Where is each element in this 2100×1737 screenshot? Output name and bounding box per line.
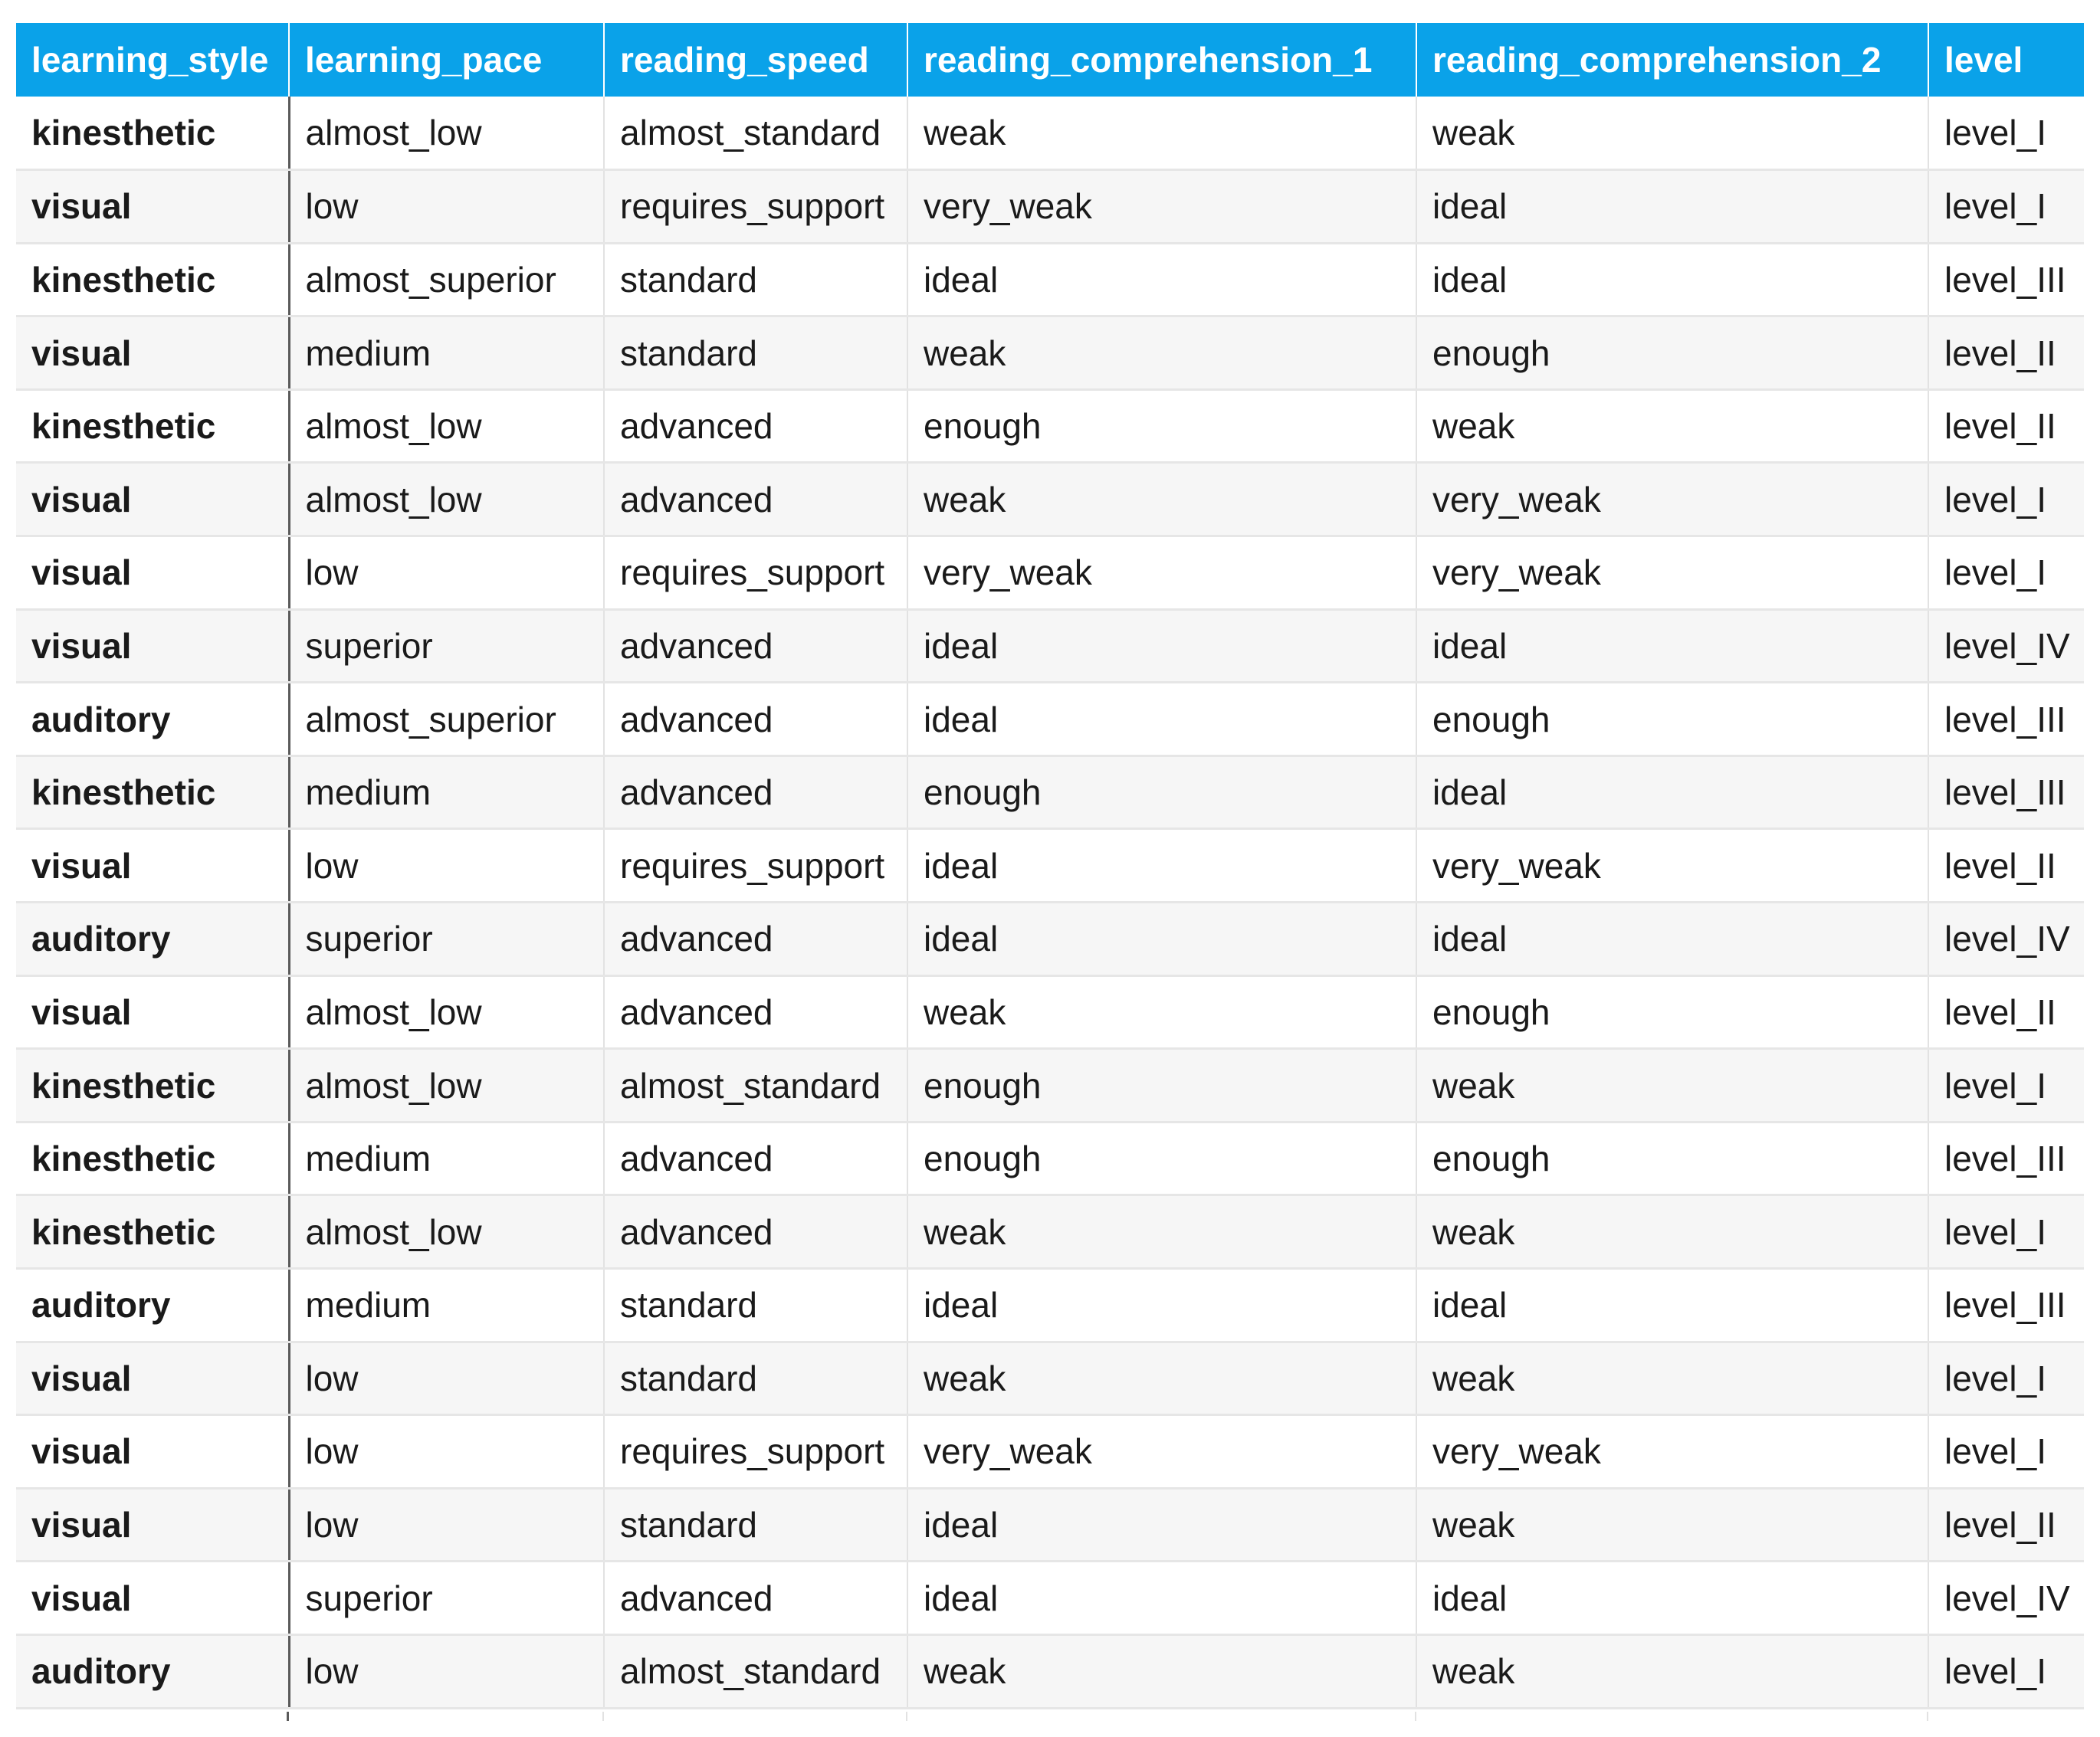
cell-learning-pace[interactable]: almost_low	[289, 463, 604, 536]
cell-learning-pace[interactable]: almost_low	[289, 975, 604, 1049]
cell-reading-comprehension-2[interactable]: ideal	[1416, 1562, 1928, 1635]
table-row[interactable]	[16, 1562, 2084, 1635]
cell-reading-comprehension-1[interactable]: weak	[907, 1634, 1416, 1708]
cell-reading-speed[interactable]: standard	[604, 1342, 907, 1415]
cell-reading-comprehension-1[interactable]: ideal	[907, 1269, 1416, 1342]
column-header-reading-comprehension-2[interactable]: reading_comprehension_2	[1416, 23, 1928, 97]
cell-learning-style[interactable]: kinesthetic	[16, 243, 289, 316]
table-row[interactable]	[16, 1269, 2084, 1342]
cell-level[interactable]: level_I	[1928, 1634, 2084, 1708]
cell-reading-comprehension-2[interactable]: weak	[1416, 1488, 1928, 1562]
cell-reading-speed[interactable]: advanced	[604, 1195, 907, 1269]
cell-learning-pace[interactable]: superior	[289, 609, 604, 683]
cell-reading-comprehension-1[interactable]: ideal	[907, 609, 1416, 683]
cell-learning-style[interactable]: kinesthetic	[16, 389, 289, 463]
table-header	[16, 23, 2084, 97]
cell-learning-style[interactable]: kinesthetic	[16, 97, 289, 170]
cell-level[interactable]: level_II	[1928, 829, 2084, 903]
table-row[interactable]	[16, 1634, 2084, 1708]
cell-learning-style[interactable]: auditory	[16, 903, 289, 976]
cell-learning-style[interactable]: visual	[16, 1562, 289, 1635]
cell-level[interactable]: level_II	[1928, 389, 2084, 463]
cell-reading-speed[interactable]: requires_support	[604, 536, 907, 610]
cell-level[interactable]: level_I	[1928, 536, 2084, 610]
cell-reading-speed[interactable]: standard	[604, 243, 907, 316]
cell-level[interactable]: level_I	[1928, 97, 2084, 170]
cell-level[interactable]: level_II	[1928, 975, 2084, 1049]
cell-reading-comprehension-2[interactable]: weak	[1416, 1342, 1928, 1415]
column-header-reading-comprehension-1[interactable]: reading_comprehension_1	[907, 23, 1416, 97]
cell-reading-speed[interactable]: advanced	[604, 609, 907, 683]
cell-reading-comprehension-2[interactable]: very_weak	[1416, 829, 1928, 903]
cell-learning-pace[interactable]: low	[289, 536, 604, 610]
column-header-reading-speed[interactable]: reading_speed	[604, 23, 907, 97]
cell-level[interactable]: level_II	[1928, 316, 2084, 390]
cell-learning-style[interactable]: visual	[16, 975, 289, 1049]
cell-reading-comprehension-1[interactable]: weak	[907, 97, 1416, 170]
cell-reading-comprehension-2[interactable]: ideal	[1416, 170, 1928, 244]
cell-level[interactable]: level_I	[1928, 1049, 2084, 1122]
data-table-container	[16, 23, 2084, 1709]
cell-learning-pace[interactable]: superior	[289, 1562, 604, 1635]
table-row[interactable]	[16, 609, 2084, 683]
cell-reading-comprehension-2[interactable]: enough	[1416, 683, 1928, 756]
cell-learning-style[interactable]: visual	[16, 170, 289, 244]
cell-reading-comprehension-1[interactable]: ideal	[907, 829, 1416, 903]
table-row[interactable]	[16, 975, 2084, 1049]
cell-reading-comprehension-1[interactable]: ideal	[907, 903, 1416, 976]
cell-level[interactable]: level_III	[1928, 1269, 2084, 1342]
cell-reading-comprehension-1[interactable]: weak	[907, 463, 1416, 536]
cell-reading-speed[interactable]: advanced	[604, 755, 907, 829]
cell-reading-speed[interactable]: standard	[604, 316, 907, 390]
cell-reading-comprehension-2[interactable]: ideal	[1416, 755, 1928, 829]
cell-learning-pace[interactable]: low	[289, 1488, 604, 1562]
cell-reading-comprehension-1[interactable]: ideal	[907, 1562, 1416, 1635]
cell-reading-comprehension-1[interactable]: very_weak	[907, 1415, 1416, 1489]
cell-learning-pace[interactable]: almost_low	[289, 1195, 604, 1269]
cell-level[interactable]: level_I	[1928, 463, 2084, 536]
column-header-level[interactable]: level	[1928, 23, 2084, 97]
cell-level[interactable]: level_III	[1928, 683, 2084, 756]
cell-reading-speed[interactable]: advanced	[604, 903, 907, 976]
cell-learning-pace[interactable]: medium	[289, 1122, 604, 1195]
cell-reading-comprehension-1[interactable]: enough	[907, 1122, 1416, 1195]
cell-reading-comprehension-2[interactable]: enough	[1416, 316, 1928, 390]
cell-reading-speed[interactable]: advanced	[604, 389, 907, 463]
table-row[interactable]	[16, 683, 2084, 756]
cell-reading-speed[interactable]: advanced	[604, 975, 907, 1049]
cell-level[interactable]: level_I	[1928, 1195, 2084, 1269]
cell-reading-comprehension-2[interactable]: very_weak	[1416, 536, 1928, 610]
cell-learning-pace[interactable]: almost_low	[289, 1049, 604, 1122]
cell-learning-pace[interactable]: almost_superior	[289, 243, 604, 316]
table-row[interactable]	[16, 97, 2084, 170]
cell-reading-comprehension-1[interactable]: weak	[907, 1195, 1416, 1269]
cell-learning-pace[interactable]: medium	[289, 1269, 604, 1342]
cell-learning-style[interactable]: visual	[16, 609, 289, 683]
table-row[interactable]	[16, 755, 2084, 829]
cell-level[interactable]: level_I	[1928, 1342, 2084, 1415]
cell-reading-comprehension-1[interactable]: ideal	[907, 243, 1416, 316]
cell-level[interactable]: level_III	[1928, 243, 2084, 316]
cell-reading-comprehension-2[interactable]: weak	[1416, 1195, 1928, 1269]
cell-reading-comprehension-2[interactable]: very_weak	[1416, 463, 1928, 536]
cell-learning-pace[interactable]: medium	[289, 316, 604, 390]
cell-reading-comprehension-2[interactable]: ideal	[1416, 609, 1928, 683]
cell-reading-comprehension-2[interactable]: very_weak	[1416, 1415, 1928, 1489]
cell-reading-comprehension-2[interactable]: ideal	[1416, 903, 1928, 976]
cell-reading-speed[interactable]: requires_support	[604, 1415, 907, 1489]
cell-learning-style[interactable]: kinesthetic	[16, 1122, 289, 1195]
cell-reading-comprehension-2[interactable]: ideal	[1416, 243, 1928, 316]
cell-learning-style[interactable]: auditory	[16, 1269, 289, 1342]
cell-reading-comprehension-2[interactable]: weak	[1416, 389, 1928, 463]
cell-learning-style[interactable]: visual	[16, 829, 289, 903]
cell-level[interactable]: level_I	[1928, 1415, 2084, 1489]
cell-learning-style[interactable]: visual	[16, 536, 289, 610]
cell-reading-speed[interactable]: almost_standard	[604, 97, 907, 170]
cell-reading-comprehension-2[interactable]: weak	[1416, 97, 1928, 170]
cell-reading-comprehension-2[interactable]: weak	[1416, 1634, 1928, 1708]
cell-reading-comprehension-1[interactable]: enough	[907, 389, 1416, 463]
cell-level[interactable]: level_III	[1928, 755, 2084, 829]
cell-reading-speed[interactable]: almost_standard	[604, 1634, 907, 1708]
cell-reading-speed[interactable]: standard	[604, 1488, 907, 1562]
cell-learning-pace[interactable]: low	[289, 829, 604, 903]
table-row[interactable]	[16, 389, 2084, 463]
table-body	[16, 97, 2084, 1708]
table-row[interactable]	[16, 1342, 2084, 1415]
cell-reading-comprehension-1[interactable]: ideal	[907, 683, 1416, 756]
cell-learning-style[interactable]: kinesthetic	[16, 1049, 289, 1122]
cell-reading-speed[interactable]: almost_standard	[604, 1049, 907, 1122]
table-row[interactable]	[16, 243, 2084, 316]
table-overflow-edge	[16, 1712, 2084, 1721]
cell-reading-comprehension-1[interactable]: very_weak	[907, 170, 1416, 244]
header-row	[16, 23, 2084, 97]
cell-reading-speed[interactable]: advanced	[604, 683, 907, 756]
cell-learning-pace[interactable]: medium	[289, 755, 604, 829]
table-row[interactable]	[16, 170, 2084, 244]
cell-reading-speed[interactable]: standard	[604, 1269, 907, 1342]
cell-reading-comprehension-1[interactable]: enough	[907, 755, 1416, 829]
cell-reading-comprehension-1[interactable]: weak	[907, 316, 1416, 390]
cell-reading-comprehension-1[interactable]: weak	[907, 975, 1416, 1049]
cell-learning-style[interactable]: visual	[16, 463, 289, 536]
table-row[interactable]	[16, 1415, 2084, 1489]
cell-learning-pace[interactable]: low	[289, 1415, 604, 1489]
table-row[interactable]	[16, 829, 2084, 903]
cell-reading-comprehension-1[interactable]: weak	[907, 1342, 1416, 1415]
table-row[interactable]	[16, 1195, 2084, 1269]
cell-reading-comprehension-1[interactable]: enough	[907, 1049, 1416, 1122]
cell-reading-speed[interactable]: advanced	[604, 1562, 907, 1635]
cell-level[interactable]: level_III	[1928, 1122, 2084, 1195]
cell-reading-comprehension-2[interactable]: weak	[1416, 1049, 1928, 1122]
cell-learning-style[interactable]: kinesthetic	[16, 755, 289, 829]
table-row[interactable]	[16, 536, 2084, 610]
cell-learning-style[interactable]: visual	[16, 1415, 289, 1489]
cell-reading-comprehension-2[interactable]: enough	[1416, 1122, 1928, 1195]
table-row[interactable]	[16, 903, 2084, 976]
cell-learning-style[interactable]: visual	[16, 1488, 289, 1562]
cell-reading-comprehension-2[interactable]: ideal	[1416, 1269, 1928, 1342]
cell-level[interactable]: level_II	[1928, 1488, 2084, 1562]
cell-learning-pace[interactable]: low	[289, 1342, 604, 1415]
cell-level[interactable]: level_IV	[1928, 1562, 2084, 1635]
table-row[interactable]	[16, 463, 2084, 536]
cell-learning-pace[interactable]: low	[289, 170, 604, 244]
cell-learning-style[interactable]: kinesthetic	[16, 1195, 289, 1269]
cell-learning-style[interactable]: visual	[16, 316, 289, 390]
cell-reading-speed[interactable]: advanced	[604, 1122, 907, 1195]
data-table	[16, 23, 2084, 1709]
table-row[interactable]	[16, 1122, 2084, 1195]
cell-learning-pace[interactable]: superior	[289, 903, 604, 976]
cell-learning-pace[interactable]: almost_low	[289, 97, 604, 170]
cell-learning-style[interactable]: visual	[16, 1342, 289, 1415]
cell-learning-pace[interactable]: almost_low	[289, 389, 604, 463]
cell-reading-comprehension-2[interactable]: enough	[1416, 975, 1928, 1049]
column-header-learning-pace[interactable]: learning_pace	[289, 23, 604, 97]
cell-reading-speed[interactable]: requires_support	[604, 829, 907, 903]
cell-level[interactable]: level_I	[1928, 170, 2084, 244]
cell-reading-speed[interactable]: requires_support	[604, 170, 907, 244]
column-header-learning-style[interactable]: learning_style	[16, 23, 289, 97]
cell-reading-comprehension-1[interactable]: very_weak	[907, 536, 1416, 610]
table-row[interactable]	[16, 1488, 2084, 1562]
cell-learning-pace[interactable]: almost_superior	[289, 683, 604, 756]
cell-learning-pace[interactable]: low	[289, 1634, 604, 1708]
table-row[interactable]	[16, 316, 2084, 390]
cell-learning-style[interactable]: auditory	[16, 1634, 289, 1708]
cell-level[interactable]: level_IV	[1928, 609, 2084, 683]
cell-reading-comprehension-1[interactable]: ideal	[907, 1488, 1416, 1562]
cell-learning-style[interactable]: auditory	[16, 683, 289, 756]
cell-level[interactable]: level_IV	[1928, 903, 2084, 976]
cell-reading-speed[interactable]: advanced	[604, 463, 907, 536]
table-row[interactable]	[16, 1049, 2084, 1122]
